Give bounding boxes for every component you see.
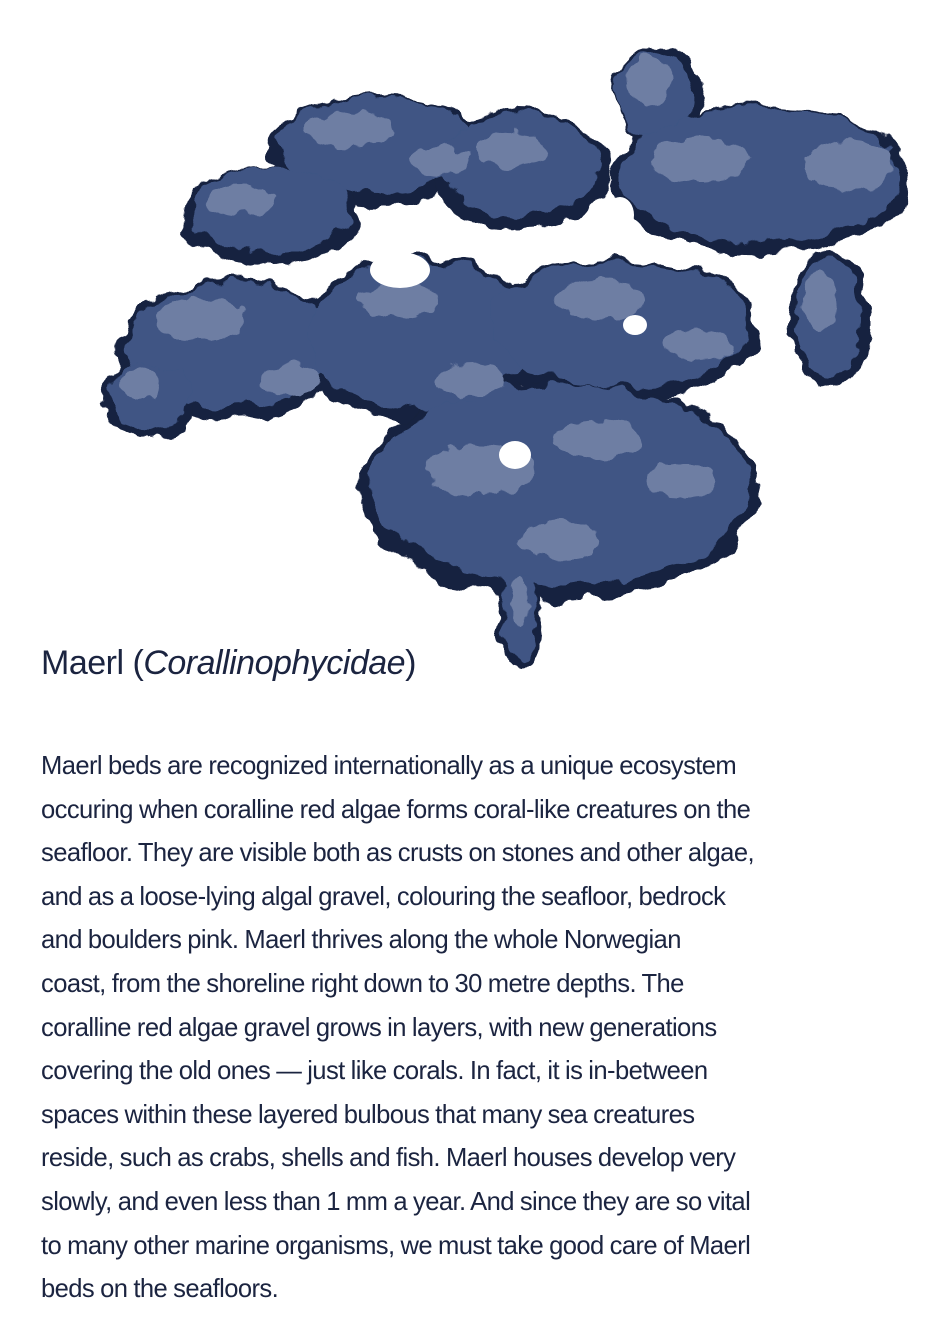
description-line: slowly, and even less than 1 mm a year. And since they are so vital [41, 1187, 751, 1216]
description-line: coralline red algae gravel grows in layers, with new generations [41, 1013, 717, 1042]
description-paragraph [41, 745, 901, 1312]
description-line: beds on the seafloors. [41, 1275, 279, 1304]
description-line: and boulders pink. Maerl thrives along the whole Norwegian [41, 926, 681, 955]
description-line: covering the old ones — just like corals. In fact, it is in-between [41, 1057, 708, 1086]
description-line: to many other marine organisms, we must take good care of Maerl [41, 1231, 751, 1260]
description-line: Maerl beds are recognized internationally as a unique ecosystem [41, 752, 737, 780]
description-line: reside, such as crabs, shells and fish. Maerl houses develop very [41, 1144, 736, 1173]
latin-name: Corallinophycidae [143, 644, 406, 682]
close-paren: ) [405, 644, 416, 682]
page-title [41, 638, 901, 688]
description-line: coast, from the shoreline right down to 30 metre depths. The [41, 969, 684, 998]
description-line: and as a loose-lying algal gravel, colouring the seafloor, bedrock [41, 882, 726, 911]
description-line: spaces within these layered bulbous that many sea creatures [41, 1100, 695, 1129]
description-line: occuring when coralline red algae forms coral-like creatures on the [41, 795, 751, 824]
common-name: Maerl [41, 644, 124, 682]
description-line: seafloor. They are visible both as crusts on stones and other algae, [41, 839, 754, 868]
open-paren: ( [123, 644, 144, 682]
